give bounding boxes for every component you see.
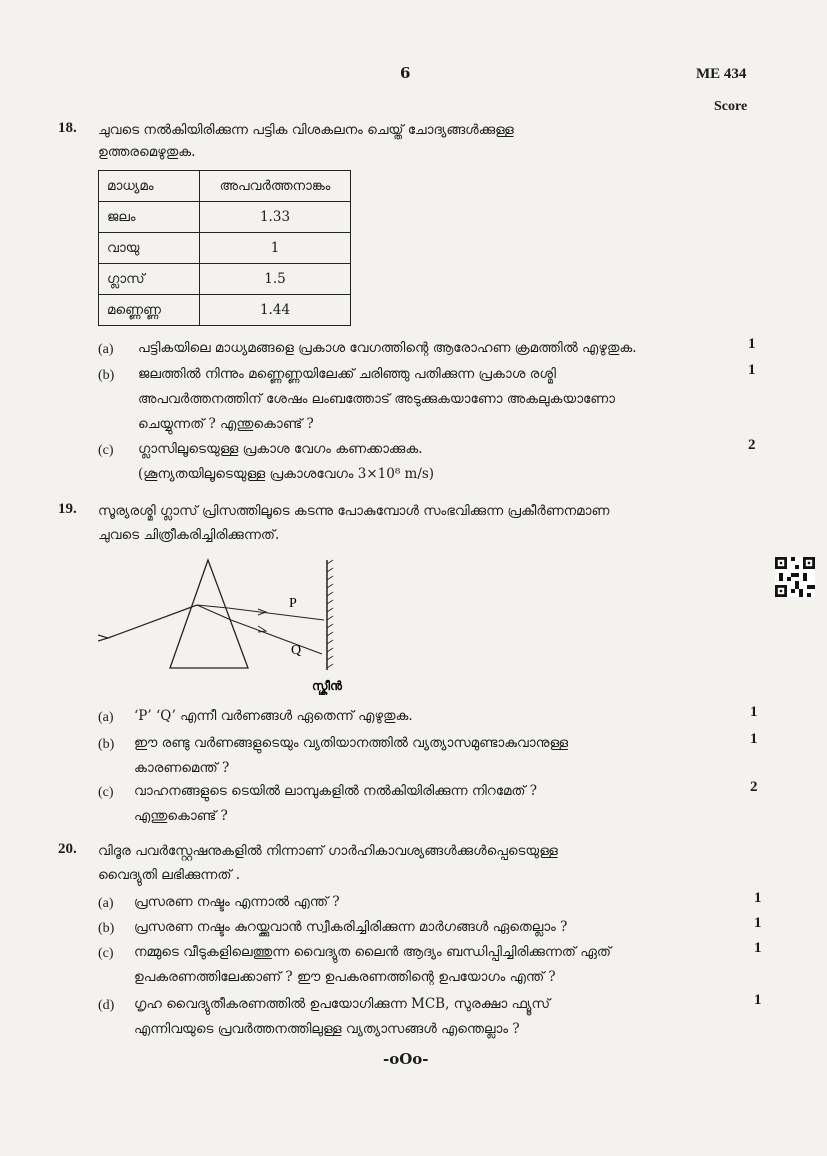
table-cell: 1 <box>200 233 351 264</box>
question-20b-text: പ്രസരണ നഷ്ടം കുറയ്ക്കുവാൻ സ്വീകരിച്ചിരിക്കുന്ന മാർഗങ്ങൾ ഏതെല്ലാം ? <box>134 919 568 935</box>
table-cell: മണ്ണെണ്ണ <box>99 295 200 326</box>
part-label: (c) <box>98 443 114 458</box>
table-cell: 1.5 <box>200 264 351 295</box>
score-mark: 1 <box>754 890 762 906</box>
question-18-text: ചുവടെ നൽകിയിരിക്കുന്ന പട്ടിക വിശകലനം ചെയ്ത് ചോദ്യങ്ങൾക്കുള്ള <box>98 122 514 138</box>
question-20-text-cont: വൈദ്യുതി ലഭിക്കുന്നത് . <box>98 867 241 883</box>
question-18a-text: പട്ടികയിലെ മാധ്യമങ്ങളെ പ്രകാശ വേഗത്തിന്റെ ആരോഹണ ക്രമത്തിൽ എഴുതുക. <box>138 340 637 356</box>
arrow-icon <box>98 635 108 641</box>
score-heading: Score <box>714 99 748 114</box>
part-label: (b) <box>98 737 115 752</box>
question-20d-text: ഗൃഹ വൈദ്യുതീകരണത്തിൽ ഉപയോഗിക്കുന്ന MCB, സുരക്ഷാ ഫ്യൂസ് <box>134 996 550 1012</box>
question-20c-text-cont: ഉപകരണത്തിലേക്കാണ് ? ഈ ഉപകരണത്തിന്റെ ഉപയോഗം എന്ത് ? <box>134 969 556 985</box>
part-label: (c) <box>98 785 114 800</box>
question-18c-text: ഗ്ലാസിലൂടെയുള്ള പ്രകാശ വേഗം കണക്കാക്കുക. <box>138 441 423 457</box>
part-label: (c) <box>98 946 114 961</box>
table-row <box>99 233 351 264</box>
table-header-row <box>99 171 351 202</box>
emergent-ray-p <box>228 608 324 620</box>
score-mark: 1 <box>750 704 758 720</box>
part-label: (a) <box>98 342 114 357</box>
ray-label-q: Q <box>291 643 302 658</box>
question-number-20: 20. <box>58 841 77 857</box>
question-18b-text: ജലത്തിൽ നിന്നും മണ്ണെണ്ണയിലേക്ക് ചരിഞ്ഞു പതിക്കുന്ന പ്രകാശ രശ്മി <box>138 366 556 382</box>
question-19b-text: ഈ രണ്ടു വർണങ്ങളുടെയും വ്യതിയാനത്തിൽ വ്യത്യാസമുണ്ടാകുവാനുള്ള <box>134 735 569 751</box>
table-cell: 1.44 <box>200 295 351 326</box>
end-marker: -oOo- <box>383 1050 429 1068</box>
page-number: 6 <box>400 64 411 82</box>
table-row <box>99 264 351 295</box>
screen-label: സ്ക്രീൻ <box>312 679 342 693</box>
question-19-text: സൂര്യരശ്മി ഗ്ലാസ് പ്രിസത്തിലൂടെ കടന്നു പോകുമ്പോൾ സംഭവിക്കുന്ന പ്രകീർണനമാണ <box>98 503 610 519</box>
score-mark: 1 <box>754 992 762 1008</box>
ray-label-p: P <box>289 596 297 611</box>
question-19-text-cont: ചുവടെ ചിത്രീകരിച്ചിരിക്കുന്നത്. <box>98 527 280 543</box>
paper-code: ME 434 <box>696 66 747 82</box>
question-20d-text-cont: എന്നിവയുടെ പ്രവർത്തനത്തിലുള്ള വ്യത്യാസങ്ങൾ എന്തെല്ലാം ? <box>134 1021 520 1037</box>
score-mark: 1 <box>754 940 762 956</box>
qr-code-icon <box>775 557 815 597</box>
screen-hatching <box>327 560 333 668</box>
question-number-18: 18. <box>58 120 77 136</box>
incident-ray <box>108 605 197 638</box>
table-header: മാധ്യമം <box>99 171 200 202</box>
part-label: (b) <box>98 368 115 383</box>
question-20c-text: നമ്മുടെ വീടുകളിലെത്തുന്ന വൈദ്യുത ലൈൻ ആദ്യം ബന്ധിപ്പിച്ചിരിക്കുന്നത് ഏത് <box>134 944 612 960</box>
part-label: (a) <box>98 896 114 911</box>
question-19b-text-cont: കാരണമെന്ത് ? <box>134 760 230 776</box>
question-number-19: 19. <box>58 501 77 517</box>
table-cell: ജലം <box>99 202 200 233</box>
score-mark: 1 <box>754 915 762 931</box>
score-mark: 1 <box>748 362 756 378</box>
prism-dispersion-diagram <box>98 550 388 695</box>
score-mark: 1 <box>748 336 756 352</box>
question-20-text: വിദൂര പവർസ്റ്റേഷനുകളിൽ നിന്നാണ് ഗാർഹികാവശ്യങ്ങൾക്കുൾപ്പെടെയുള്ള <box>98 843 558 859</box>
part-label: (a) <box>98 710 114 725</box>
table-row <box>99 295 351 326</box>
score-mark: 2 <box>750 779 758 795</box>
emergent-ray-q <box>231 620 322 654</box>
question-18-text-cont: ഉത്തരമെഴുതുക. <box>98 144 196 160</box>
question-19c-text-cont: എന്തുകൊണ്ട് ? <box>134 808 228 824</box>
part-label: (b) <box>98 921 115 936</box>
table-header: അപവർത്തനാങ്കം <box>200 171 351 202</box>
question-19c-text: വാഹനങ്ങളുടെ ടെയിൽ ലാമ്പുകളിൽ നൽകിയിരിക്കുന്ന നിറമേത് ? <box>134 783 538 799</box>
question-19a-text: ‘P’ ‘Q’ എന്നീ വർണങ്ങൾ ഏതെന്ന് എഴുതുക. <box>134 708 413 724</box>
question-18b-text-cont: അപവർത്തനത്തിന് ശേഷം ലംബത്തോട് അടുക്കുകയാണോ അകലുകയാണോ <box>138 391 616 407</box>
glass-prism <box>170 560 248 668</box>
table-cell: വായു <box>99 233 200 264</box>
question-18c-text-cont: (ശൂന്യതയിലൂടെയുള്ള പ്രകാശവേഗം 3×10⁸ m/s) <box>138 466 435 482</box>
table-row <box>99 202 351 233</box>
table-cell: ഗ്ലാസ് <box>99 264 200 295</box>
part-label: (d) <box>98 998 115 1013</box>
question-20a-text: പ്രസരണ നഷ്ടം എന്നാൽ എന്ത് ? <box>134 894 340 910</box>
question-18b-text-cont: ചെയ്യുന്നത് ? എന്തുകൊണ്ട് ? <box>138 416 314 432</box>
score-mark: 2 <box>748 437 756 453</box>
table-cell: 1.33 <box>200 202 351 233</box>
refractive-index-table <box>98 170 351 326</box>
score-mark: 1 <box>750 731 758 747</box>
